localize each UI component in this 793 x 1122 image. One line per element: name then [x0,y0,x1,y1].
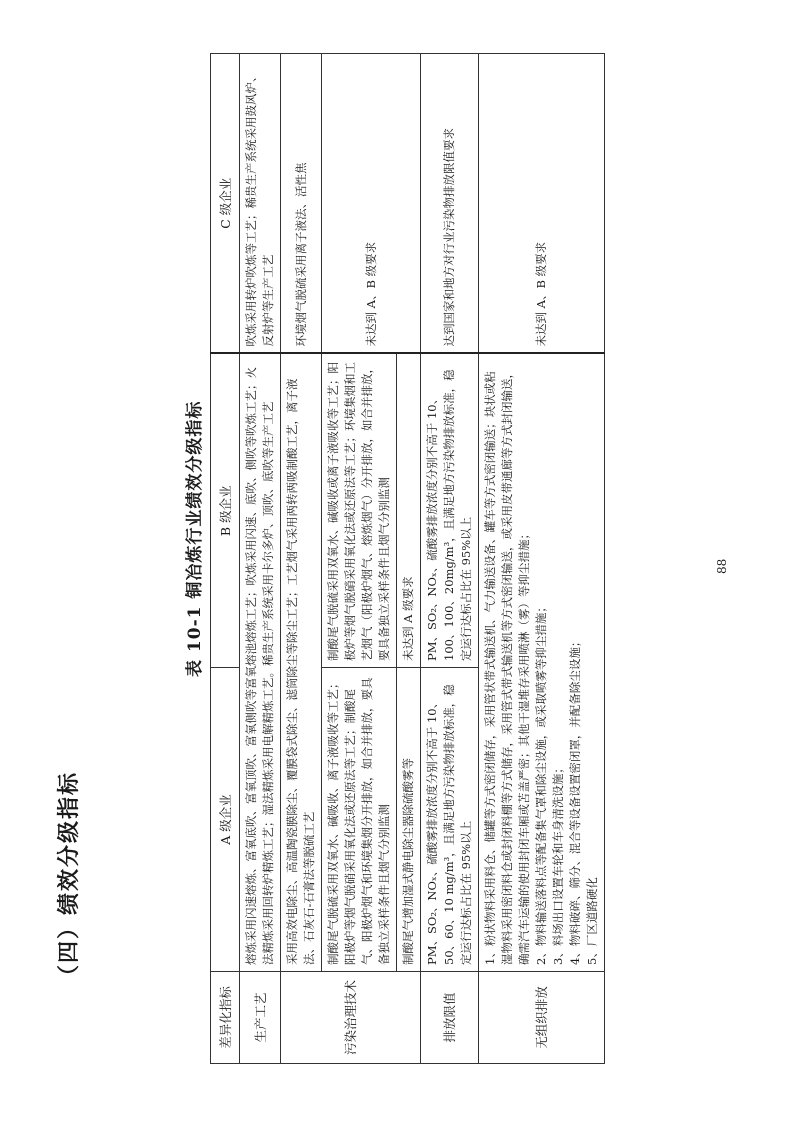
fugitive-item-1: 1、粉状物料采用料仓、储罐等方式密闭储存，采用管状带式输送机、气力输送设备、罐车等方式密闭输送；块状或粘湿物料采用密闭料仓或封闭料棚等方式储存，采用管式带式输送机等方式密闭输送，或采用皮带通廊等方式封闭输送，确需汽车运输的使用封闭车厢或苫盖严密；其他干湿堆存采用喷淋（雾）等抑尘措施； [483,367,531,965]
table-header-row [211,54,240,1064]
production-c-cell: 吹炼采用转炉吹炼等工艺；稀贵生产系统采用鼓风炉、反射炉等生产工艺 [240,54,281,354]
pollution-tail-a-cell: 制酸尾气脱硫采用双氧水、碱吸收、离子液吸收等工艺；阳极炉等烟气脱硝采用氧化法或还原法等工艺；制酸尾气、阳极炉烟气和环境集烟分开排放，如合并排放，要具备独立采样条件且烟气分别监测 [322,668,397,972]
pollution-mist-b-cell: 未达到 A 级要求 [397,354,421,668]
row-label-production: 生产工艺 [240,972,281,1064]
performance-grading-table [210,53,605,1064]
header-b-level: B 级企业 [211,354,240,668]
row-label-fugitive: 无组织排放 [479,972,605,1064]
emission-c-cell: 达到国家和地方对行业污染物排放限值要求 [421,54,479,354]
page-number: 88 [715,558,729,574]
row-label-emission: 排放限值 [421,972,479,1064]
fugitive-ab-cell [479,354,605,972]
table-row-emission [421,54,479,1064]
fugitive-c-cell: 未达到 A、B 级要求 [479,54,605,354]
pollution-mist-a-cell: 制酸尾气增加湿式静电除尘器除硫酸雾等 [397,668,421,972]
table-title: 表 10-1 铜冶炼行业绩效分级指标 [185,400,205,677]
table-row-fugitive [479,54,605,1064]
header-a-level: A 级企业 [211,668,240,972]
header-indicator: 差异化指标 [211,972,240,1064]
emission-a-cell: PM、SO₂、NOₓ、硫酸雾排放浓度分别不高于 10、50、60、10 mg/m³，且满足地方污染物排放标准，稳定运行达标占比在 95%以上 [421,668,479,972]
production-ab-cell: 熔炼采用闪速熔炼、富氧底吹、富氧顶吹、富氧侧吹等富氧熔池熔炼工艺；吹炼采用闪速、底吹、侧吹等吹炼工艺；火法精炼采用回转炉精炼工艺；湿法精炼采用电解精炼工艺。稀贵生产系统采用卡尔多炉、顶吹、底吹等生产工艺 [240,354,281,972]
fugitive-item-4: 4、物料破碎、筛分、混合等设备设置密闭罩，并配备除尘设施； [568,635,582,965]
fugitive-item-5: 5、厂区道路硬化 [585,877,599,965]
pollution-tail-b-cell: 制酸尾气脱硫采用双氧水、碱吸收或离子液吸收等工艺；阳极炉等烟气脱硝采用氧化法或还原法等工艺；环境集烟和工艺烟气（阳极炉烟气、熔炼烟气）分开排放，如合并排放，要具备独立采样条件且烟气分别监测 [322,354,397,668]
pollution-tail-c-cell: 未达到 A、B 级要求 [322,54,421,354]
pollution-dust-c-cell: 环境烟气脱硫采用离子液法、活性焦 [281,54,322,354]
section-title: （四）绩效分级指标 [56,770,82,987]
fugitive-item-2: 2、物料输送落料点等配备集气罩和除尘设施，或采取喷雾等抑尘措施； [534,601,548,965]
fugitive-item-3: 3、料场出口设置车轮和车身清洗设施； [551,762,565,965]
row-label-pollution: 污染治理技术 [281,972,421,1064]
table-row-pollution-dust [281,54,322,1064]
table-row-pollution-tail [322,54,397,1064]
header-c-level: C 级企业 [211,54,240,354]
pollution-dust-ab-cell: 采用高效电除尘、高温陶瓷膜除尘、覆膜袋式除尘、滤筒除尘等除尘工艺；工艺烟气采用两转两吸制酸工艺，离子液法、石灰石-石膏法等脱硫工艺 [281,354,322,972]
emission-b-cell: PM、SO₂、NOₓ、硫酸雾排放浓度分别不高于 10、100、100、20mg/m³，且满足地方污染物排放标准，稳定运行达标占比在 95%以上 [421,354,479,668]
table-row-production [240,54,281,1064]
